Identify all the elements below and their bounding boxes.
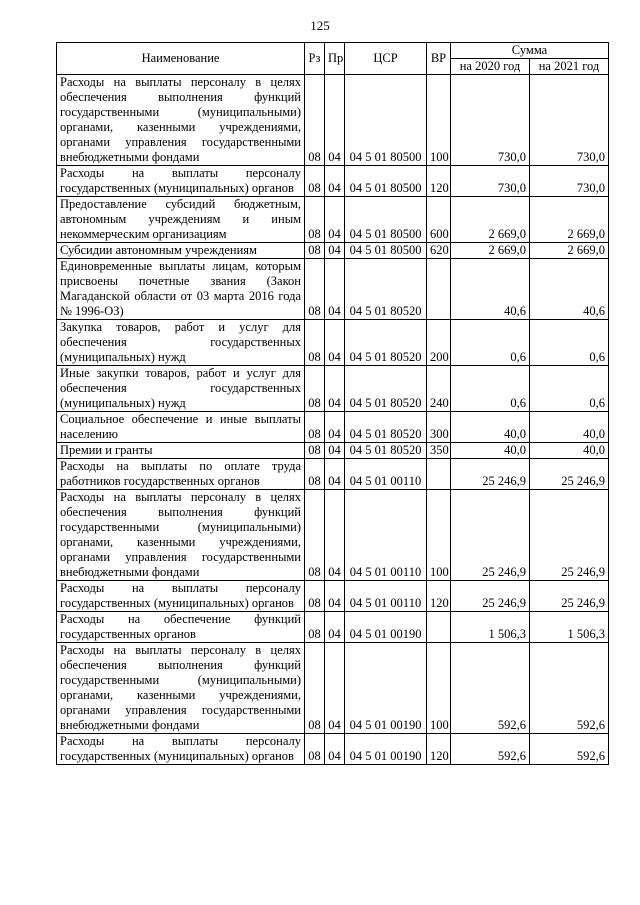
row-amount-2021: 0,6 (530, 320, 609, 366)
row-vr: 120 (427, 734, 451, 765)
row-vr: 120 (427, 581, 451, 612)
row-name: Социальное обеспечение и иные выплаты населению (57, 412, 305, 443)
row-name: Иные закупки товаров, работ и услуг для обеспечения государственных (муниципальных) нужд (57, 366, 305, 412)
row-rz: 08 (305, 197, 325, 243)
row-name: Расходы на выплаты персоналу в целях обеспечения выполнения функций государственными (муниципальными) органами, казенными учреждениями, органами управления государственными внебюджетными фондами (57, 643, 305, 734)
row-pr: 04 (325, 320, 345, 366)
header-vr: ВР (427, 43, 451, 75)
row-name: Расходы на выплаты персоналу государственных (муниципальных) органов (57, 734, 305, 765)
row-csr: 04 5 01 80520 (345, 412, 427, 443)
row-amount-2020: 1 506,3 (451, 612, 530, 643)
table-row (57, 734, 609, 765)
table-row (57, 612, 609, 643)
row-rz: 08 (305, 259, 325, 320)
row-amount-2020: 25 246,9 (451, 490, 530, 581)
row-rz: 08 (305, 734, 325, 765)
header-year-2021: на 2021 год (530, 59, 609, 75)
row-csr: 04 5 01 00110 (345, 581, 427, 612)
row-rz: 08 (305, 412, 325, 443)
row-name: Субсидии автономным учреждениям (57, 243, 305, 259)
row-vr: 300 (427, 412, 451, 443)
row-amount-2020: 25 246,9 (451, 459, 530, 490)
row-amount-2020: 730,0 (451, 166, 530, 197)
row-rz: 08 (305, 75, 325, 166)
table-row (57, 490, 609, 581)
row-name: Предоставление субсидий бюджетным, автономным учреждениям и иным некоммерческим организациям (57, 197, 305, 243)
row-amount-2020: 2 669,0 (451, 197, 530, 243)
row-pr: 04 (325, 259, 345, 320)
row-csr: 04 5 01 00190 (345, 734, 427, 765)
row-csr: 04 5 01 80500 (345, 166, 427, 197)
row-rz: 08 (305, 366, 325, 412)
table-row (57, 412, 609, 443)
row-pr: 04 (325, 166, 345, 197)
row-vr: 100 (427, 490, 451, 581)
row-csr: 04 5 01 00190 (345, 612, 427, 643)
row-rz: 08 (305, 443, 325, 459)
row-csr: 04 5 01 80500 (345, 75, 427, 166)
row-pr: 04 (325, 581, 345, 612)
row-pr: 04 (325, 734, 345, 765)
row-csr: 04 5 01 00110 (345, 459, 427, 490)
header-rz: Рз (305, 43, 325, 75)
row-name: Расходы на выплаты персоналу в целях обеспечения выполнения функций государственными (муниципальными) органами, казенными учреждениями, органами управления государственными внебюджетными фондами (57, 490, 305, 581)
row-rz: 08 (305, 459, 325, 490)
row-csr: 04 5 01 80500 (345, 197, 427, 243)
row-amount-2021: 592,6 (530, 734, 609, 765)
row-amount-2020: 40,0 (451, 412, 530, 443)
table-row (57, 75, 609, 166)
row-name: Премии и гранты (57, 443, 305, 459)
row-pr: 04 (325, 459, 345, 490)
row-name: Единовременные выплаты лицам, которым присвоены почетные звания (Закон Магаданской области от 03 марта 2016 года № 1996-ОЗ) (57, 259, 305, 320)
row-csr: 04 5 01 80500 (345, 243, 427, 259)
row-vr (427, 612, 451, 643)
row-amount-2020: 0,6 (451, 366, 530, 412)
page-number: 125 (310, 18, 330, 33)
row-amount-2020: 730,0 (451, 75, 530, 166)
header-pr: Пр (325, 43, 345, 75)
row-amount-2021: 730,0 (530, 75, 609, 166)
row-rz: 08 (305, 643, 325, 734)
table-body (57, 75, 609, 765)
row-name: Расходы на обеспечение функций государственных органов (57, 612, 305, 643)
row-pr: 04 (325, 643, 345, 734)
row-amount-2021: 0,6 (530, 366, 609, 412)
row-amount-2021: 592,6 (530, 643, 609, 734)
row-pr: 04 (325, 490, 345, 581)
row-csr: 04 5 01 80520 (345, 320, 427, 366)
table-row (57, 643, 609, 734)
row-pr: 04 (325, 612, 345, 643)
row-rz: 08 (305, 166, 325, 197)
row-amount-2020: 40,0 (451, 443, 530, 459)
table-row (57, 197, 609, 243)
row-amount-2021: 25 246,9 (530, 459, 609, 490)
row-name: Расходы на выплаты персоналу государственных (муниципальных) органов (57, 166, 305, 197)
row-amount-2020: 2 669,0 (451, 243, 530, 259)
row-vr (427, 259, 451, 320)
row-amount-2020: 25 246,9 (451, 581, 530, 612)
row-vr: 100 (427, 643, 451, 734)
table-row (57, 443, 609, 459)
row-amount-2021: 2 669,0 (530, 243, 609, 259)
row-name: Расходы на выплаты персоналу в целях обеспечения выполнения функций государственными (муниципальными) органами, казенными учреждениями, органами управления государственными внебюджетными фондами (57, 75, 305, 166)
row-amount-2020: 40,6 (451, 259, 530, 320)
row-pr: 04 (325, 197, 345, 243)
row-amount-2020: 0,6 (451, 320, 530, 366)
row-vr: 350 (427, 443, 451, 459)
row-csr: 04 5 01 80520 (345, 366, 427, 412)
row-amount-2021: 730,0 (530, 166, 609, 197)
table-row (57, 459, 609, 490)
row-vr: 200 (427, 320, 451, 366)
row-pr: 04 (325, 366, 345, 412)
header-csr: ЦСР (345, 43, 427, 75)
row-csr: 04 5 01 80520 (345, 259, 427, 320)
header-sum: Сумма (451, 43, 609, 59)
row-pr: 04 (325, 75, 345, 166)
row-name: Расходы на выплаты персоналу государственных (муниципальных) органов (57, 581, 305, 612)
header-row (57, 43, 609, 59)
row-amount-2020: 592,6 (451, 643, 530, 734)
header-year-2020: на 2020 год (451, 59, 530, 75)
table-row (57, 581, 609, 612)
row-vr: 100 (427, 75, 451, 166)
table-row (57, 166, 609, 197)
row-pr: 04 (325, 243, 345, 259)
table-row (57, 320, 609, 366)
row-amount-2020: 592,6 (451, 734, 530, 765)
row-amount-2021: 25 246,9 (530, 490, 609, 581)
row-pr: 04 (325, 443, 345, 459)
row-rz: 08 (305, 612, 325, 643)
table-row (57, 259, 609, 320)
row-rz: 08 (305, 490, 325, 581)
row-vr: 240 (427, 366, 451, 412)
row-csr: 04 5 01 00110 (345, 490, 427, 581)
row-amount-2021: 40,6 (530, 259, 609, 320)
row-vr (427, 459, 451, 490)
row-rz: 08 (305, 320, 325, 366)
row-vr: 120 (427, 166, 451, 197)
table-row (57, 243, 609, 259)
row-amount-2021: 25 246,9 (530, 581, 609, 612)
header-name: Наименование (57, 43, 305, 75)
row-rz: 08 (305, 581, 325, 612)
row-name: Расходы на выплаты по оплате труда работников государственных органов (57, 459, 305, 490)
row-csr: 04 5 01 80520 (345, 443, 427, 459)
row-vr: 620 (427, 243, 451, 259)
row-csr: 04 5 01 00190 (345, 643, 427, 734)
row-vr: 600 (427, 197, 451, 243)
row-name: Закупка товаров, работ и услуг для обеспечения государственных (муниципальных) нужд (57, 320, 305, 366)
row-rz: 08 (305, 243, 325, 259)
budget-table (56, 42, 609, 765)
row-amount-2021: 40,0 (530, 412, 609, 443)
row-pr: 04 (325, 412, 345, 443)
row-amount-2021: 2 669,0 (530, 197, 609, 243)
row-amount-2021: 40,0 (530, 443, 609, 459)
row-amount-2021: 1 506,3 (530, 612, 609, 643)
table-row (57, 366, 609, 412)
